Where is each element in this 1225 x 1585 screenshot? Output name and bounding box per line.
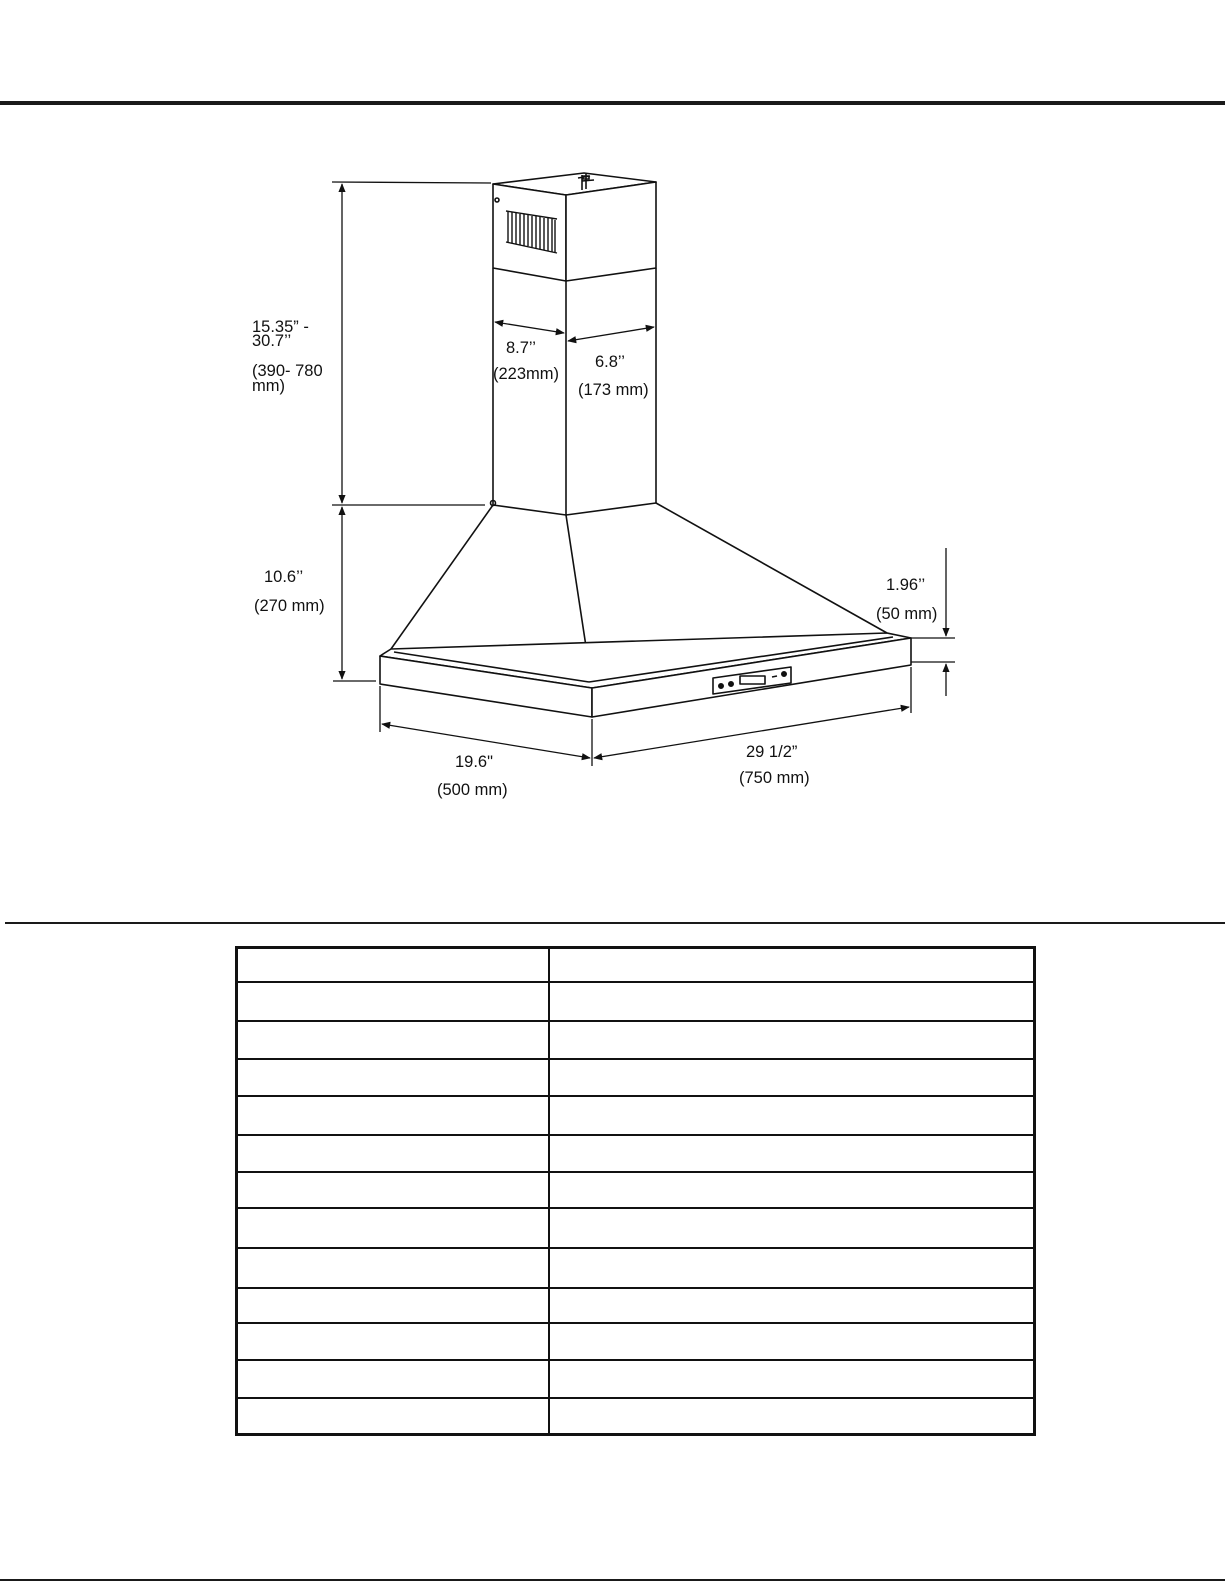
table-cell	[549, 1059, 1035, 1096]
table-cell	[237, 982, 550, 1021]
chimney-upper	[493, 173, 656, 281]
table-row	[237, 1208, 1035, 1248]
table-cell	[237, 1096, 550, 1135]
table-row	[237, 1398, 1035, 1435]
hood-rim	[380, 633, 911, 717]
chimney-width-mm: (173 mm)	[578, 381, 649, 399]
table-row	[237, 1021, 1035, 1059]
table-row	[237, 948, 1035, 982]
table-cell	[549, 1208, 1035, 1248]
chimney-height-in-line1: 15.35” -	[252, 318, 309, 336]
table-cell	[549, 948, 1035, 982]
table-cell	[237, 1398, 550, 1435]
chimney-width-in: 6.8’’	[595, 353, 625, 371]
table-row	[237, 1135, 1035, 1172]
chimney-height-in-line2: 30.7’’	[252, 332, 292, 350]
table-cell	[549, 1360, 1035, 1398]
table-cell	[237, 1172, 550, 1208]
table-cell	[237, 1059, 550, 1096]
section-rule	[5, 922, 1225, 924]
table-cell	[237, 1135, 550, 1172]
depth-in: 19.6"	[455, 753, 493, 771]
table-cell	[549, 1398, 1035, 1435]
table-row	[237, 1288, 1035, 1323]
depth-mm: (500 mm)	[437, 781, 508, 799]
table-row	[237, 1172, 1035, 1208]
table-cell	[237, 1288, 550, 1323]
table-cell	[549, 1172, 1035, 1208]
width-mm: (750 mm)	[739, 769, 810, 787]
table-cell	[549, 1248, 1035, 1288]
table-row	[237, 1059, 1035, 1096]
table-row	[237, 1248, 1035, 1288]
table-row	[237, 982, 1035, 1021]
table-row	[237, 1360, 1035, 1398]
table-cell	[549, 982, 1035, 1021]
chimney-height-mm-line1: (390- 780	[252, 362, 323, 380]
hood-height-in: 10.6’’	[264, 568, 304, 586]
range-hood-drawing	[380, 173, 911, 717]
table-cell	[549, 1135, 1035, 1172]
dimension-labels	[252, 318, 937, 799]
chimney-depth-mm: (223mm)	[493, 365, 560, 383]
table-cell	[549, 1021, 1035, 1059]
table-cell	[549, 1323, 1035, 1360]
table-cell	[237, 948, 550, 982]
hood-height-mm: (270 mm)	[254, 597, 325, 615]
chimney-height-mm-line2: mm)	[252, 377, 285, 395]
table-cell	[237, 1360, 550, 1398]
rim-height-mm: (50 mm)	[876, 605, 938, 623]
width-in: 29 1/2”	[746, 743, 798, 761]
table-cell	[549, 1288, 1035, 1323]
bottom-rule	[0, 1579, 1225, 1581]
table-row	[237, 1323, 1035, 1360]
table-cell	[549, 1096, 1035, 1135]
table-cell	[237, 1021, 550, 1059]
table-cell	[237, 1323, 550, 1360]
chimney-depth-in: 8.7’’	[506, 339, 536, 357]
specification-table	[235, 946, 1036, 1436]
table-cell	[237, 1208, 550, 1248]
table-row	[237, 1096, 1035, 1135]
rim-height-in: 1.96’’	[886, 576, 926, 594]
table-cell	[237, 1248, 550, 1288]
